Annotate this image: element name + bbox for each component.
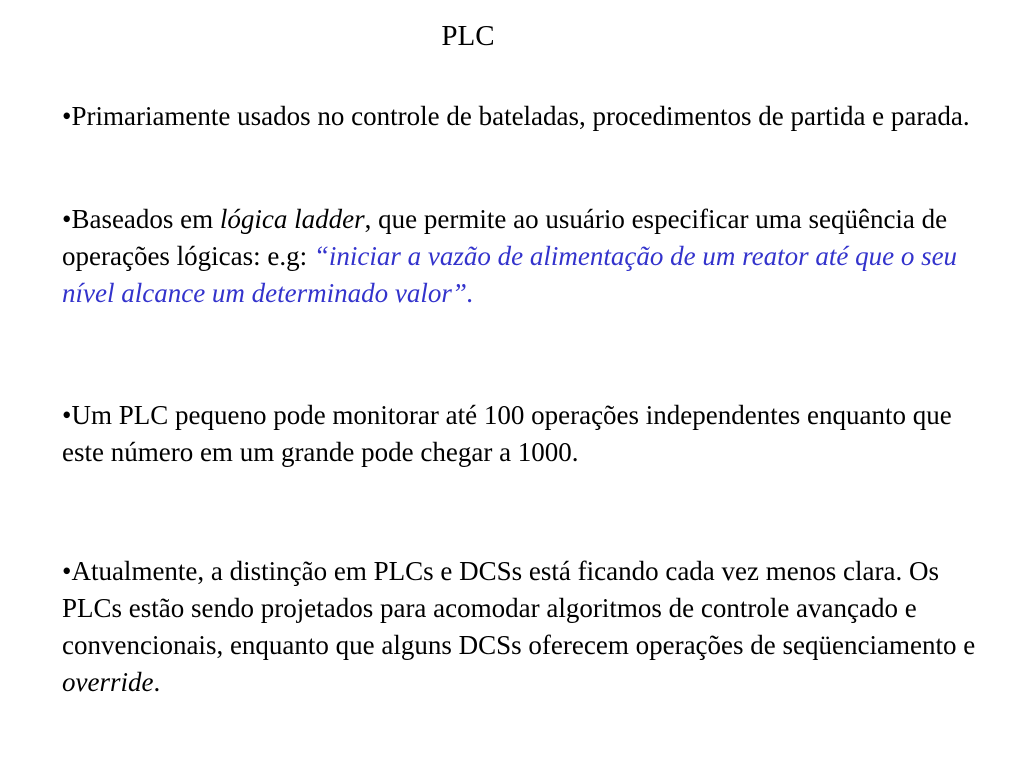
bullet-ladder-logic [62, 201, 982, 312]
bullet-plc-dcs-distinction-prefix: •Atualmente, a distinção em PLCs e DCSs está ficando cada vez menos clara. Os PLCs estão sendo projetados para acomodar algoritmos de controle avançado e convencionais, enquanto que alguns DCSs oferecem operações de seqüenciamento e [62, 556, 976, 660]
ladder-logic-example-quote: “iniciar a vazão de alimentação de um reator até que o seu nível alcance um determinado valor”. [62, 241, 958, 308]
bullet-ladder-logic-prefix: •Baseados em [62, 204, 220, 234]
override-term: override [62, 667, 154, 697]
bullet-primary-usage [62, 98, 982, 135]
bullet-plc-dcs-distinction-suffix: . [153, 667, 161, 697]
slide-title: PLC [441, 20, 495, 52]
bullet-plc-dcs-distinction [62, 553, 982, 701]
ladder-logic-term: lógica ladder [219, 204, 365, 234]
bullet-ladder-logic-middle: , que permite ao usuário especificar uma seqüência de operações lógicas: e.g: [62, 204, 948, 271]
bullet-primary-usage-text: •Primariamente usados no controle de bateladas, procedimentos de partida e parada. [62, 101, 970, 131]
bullet-plc-capacity [62, 397, 982, 471]
bullet-plc-capacity-text: •Um PLC pequeno pode monitorar até 100 operações independentes enquanto que este número em um grande pode chegar a 1000. [62, 400, 952, 467]
